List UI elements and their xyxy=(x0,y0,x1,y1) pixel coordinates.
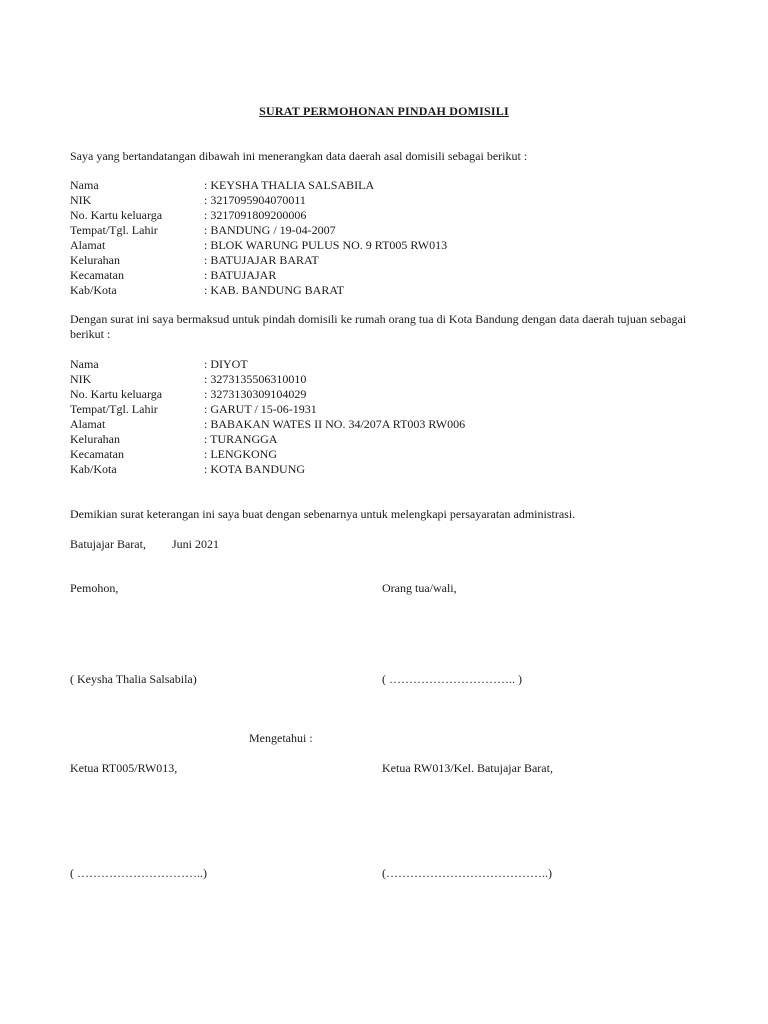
field-value: : BANDUNG / 19-04-2007 xyxy=(204,223,336,237)
field-label: Kab/Kota xyxy=(70,462,117,476)
origin-row-name xyxy=(70,178,700,193)
origin-row-address xyxy=(70,238,700,253)
field-value: : BABAKAN WATES II NO. 34/207A RT003 RW006 xyxy=(204,417,466,431)
document-title: SURAT PERMOHONAN PINDAH DOMISILI xyxy=(259,104,509,118)
rt-head-label: Ketua RT005/RW013, xyxy=(70,761,178,775)
field-label: No. Kartu keluarga xyxy=(70,387,163,401)
field-value: : GARUT / 15-06-1931 xyxy=(204,402,317,416)
rt-signature-line: ( …………………………..) xyxy=(70,866,207,880)
field-value: : LENGKONG xyxy=(204,447,277,461)
letter-place: Batujajar Barat, xyxy=(70,537,146,551)
applicant-label: Pemohon, xyxy=(70,581,119,595)
field-value: : KAB. BANDUNG BARAT xyxy=(204,283,345,297)
field-label: No. Kartu keluarga xyxy=(70,208,163,222)
guardian-label: Orang tua/wali, xyxy=(382,581,457,595)
origin-row-nik xyxy=(70,193,700,208)
field-label: Kecamatan xyxy=(70,447,124,461)
field-label: Kecamatan xyxy=(70,268,124,282)
field-value: : 3273130309104029 xyxy=(204,387,307,401)
origin-row-birth xyxy=(70,223,700,238)
origin-row-kecamatan xyxy=(70,268,700,283)
field-label: Tempat/Tgl. Lahir xyxy=(70,223,158,237)
field-value: : BATUJAJAR BARAT xyxy=(204,253,319,267)
field-value: : BATUJAJAR xyxy=(204,268,277,282)
field-label: Alamat xyxy=(70,238,106,252)
destination-row-name xyxy=(70,357,700,372)
rw-head-label: Ketua RW013/Kel. Batujajar Barat, xyxy=(382,761,553,775)
acknowledge-label: Mengetahui : xyxy=(249,731,313,745)
field-label: Nama xyxy=(70,178,99,192)
intro-paragraph: Saya yang bertandatangan dibawah ini menerangkan data daerah asal domisili sebagai berikut : xyxy=(70,149,528,163)
field-label: Kelurahan xyxy=(70,253,120,267)
purpose-paragraph: Dengan surat ini saya bermaksud untuk pindah domisili ke rumah orang tua di Kota Bandung dengan data daerah tujuan sebagai berikut : xyxy=(70,312,687,341)
field-label: Nama xyxy=(70,357,99,371)
destination-row-address xyxy=(70,417,700,432)
destination-row-kabkota xyxy=(70,462,700,477)
field-label: Kab/Kota xyxy=(70,283,117,297)
origin-row-kk xyxy=(70,208,700,223)
field-value: : BLOK WARUNG PULUS NO. 9 RT005 RW013 xyxy=(204,238,448,252)
destination-row-kk xyxy=(70,387,700,402)
letter-date: Juni 2021 xyxy=(172,537,220,551)
destination-fields xyxy=(70,357,700,477)
origin-row-kelurahan xyxy=(70,253,700,268)
field-label: Kelurahan xyxy=(70,432,120,446)
field-value: : TURANGGA xyxy=(204,432,278,446)
field-value: : 3217095904070011 xyxy=(204,193,306,207)
origin-fields xyxy=(70,178,700,298)
field-value: : DIYOT xyxy=(204,357,248,371)
closing-paragraph: Demikian surat keterangan ini saya buat dengan sebenarnya untuk melengkapi persayaratan administrasi. xyxy=(70,507,576,521)
destination-row-kelurahan xyxy=(70,432,700,447)
applicant-name: ( Keysha Thalia Salsabila) xyxy=(70,672,197,686)
destination-row-kecamatan xyxy=(70,447,700,462)
field-label: NIK xyxy=(70,193,92,207)
rw-signature-line: (…………………………………..) xyxy=(382,866,552,880)
destination-row-nik xyxy=(70,372,700,387)
origin-row-kabkota xyxy=(70,283,700,298)
field-label: Tempat/Tgl. Lahir xyxy=(70,402,158,416)
field-label: NIK xyxy=(70,372,92,386)
field-value: : KEYSHA THALIA SALSABILA xyxy=(204,178,375,192)
field-value: : 3273135506310010 xyxy=(204,372,307,386)
destination-row-birth xyxy=(70,402,700,417)
guardian-signature-line: ( ………………………….. ) xyxy=(382,672,522,686)
field-label: Alamat xyxy=(70,417,106,431)
field-value: : KOTA BANDUNG xyxy=(204,462,306,476)
field-value: : 3217091809200006 xyxy=(204,208,307,222)
